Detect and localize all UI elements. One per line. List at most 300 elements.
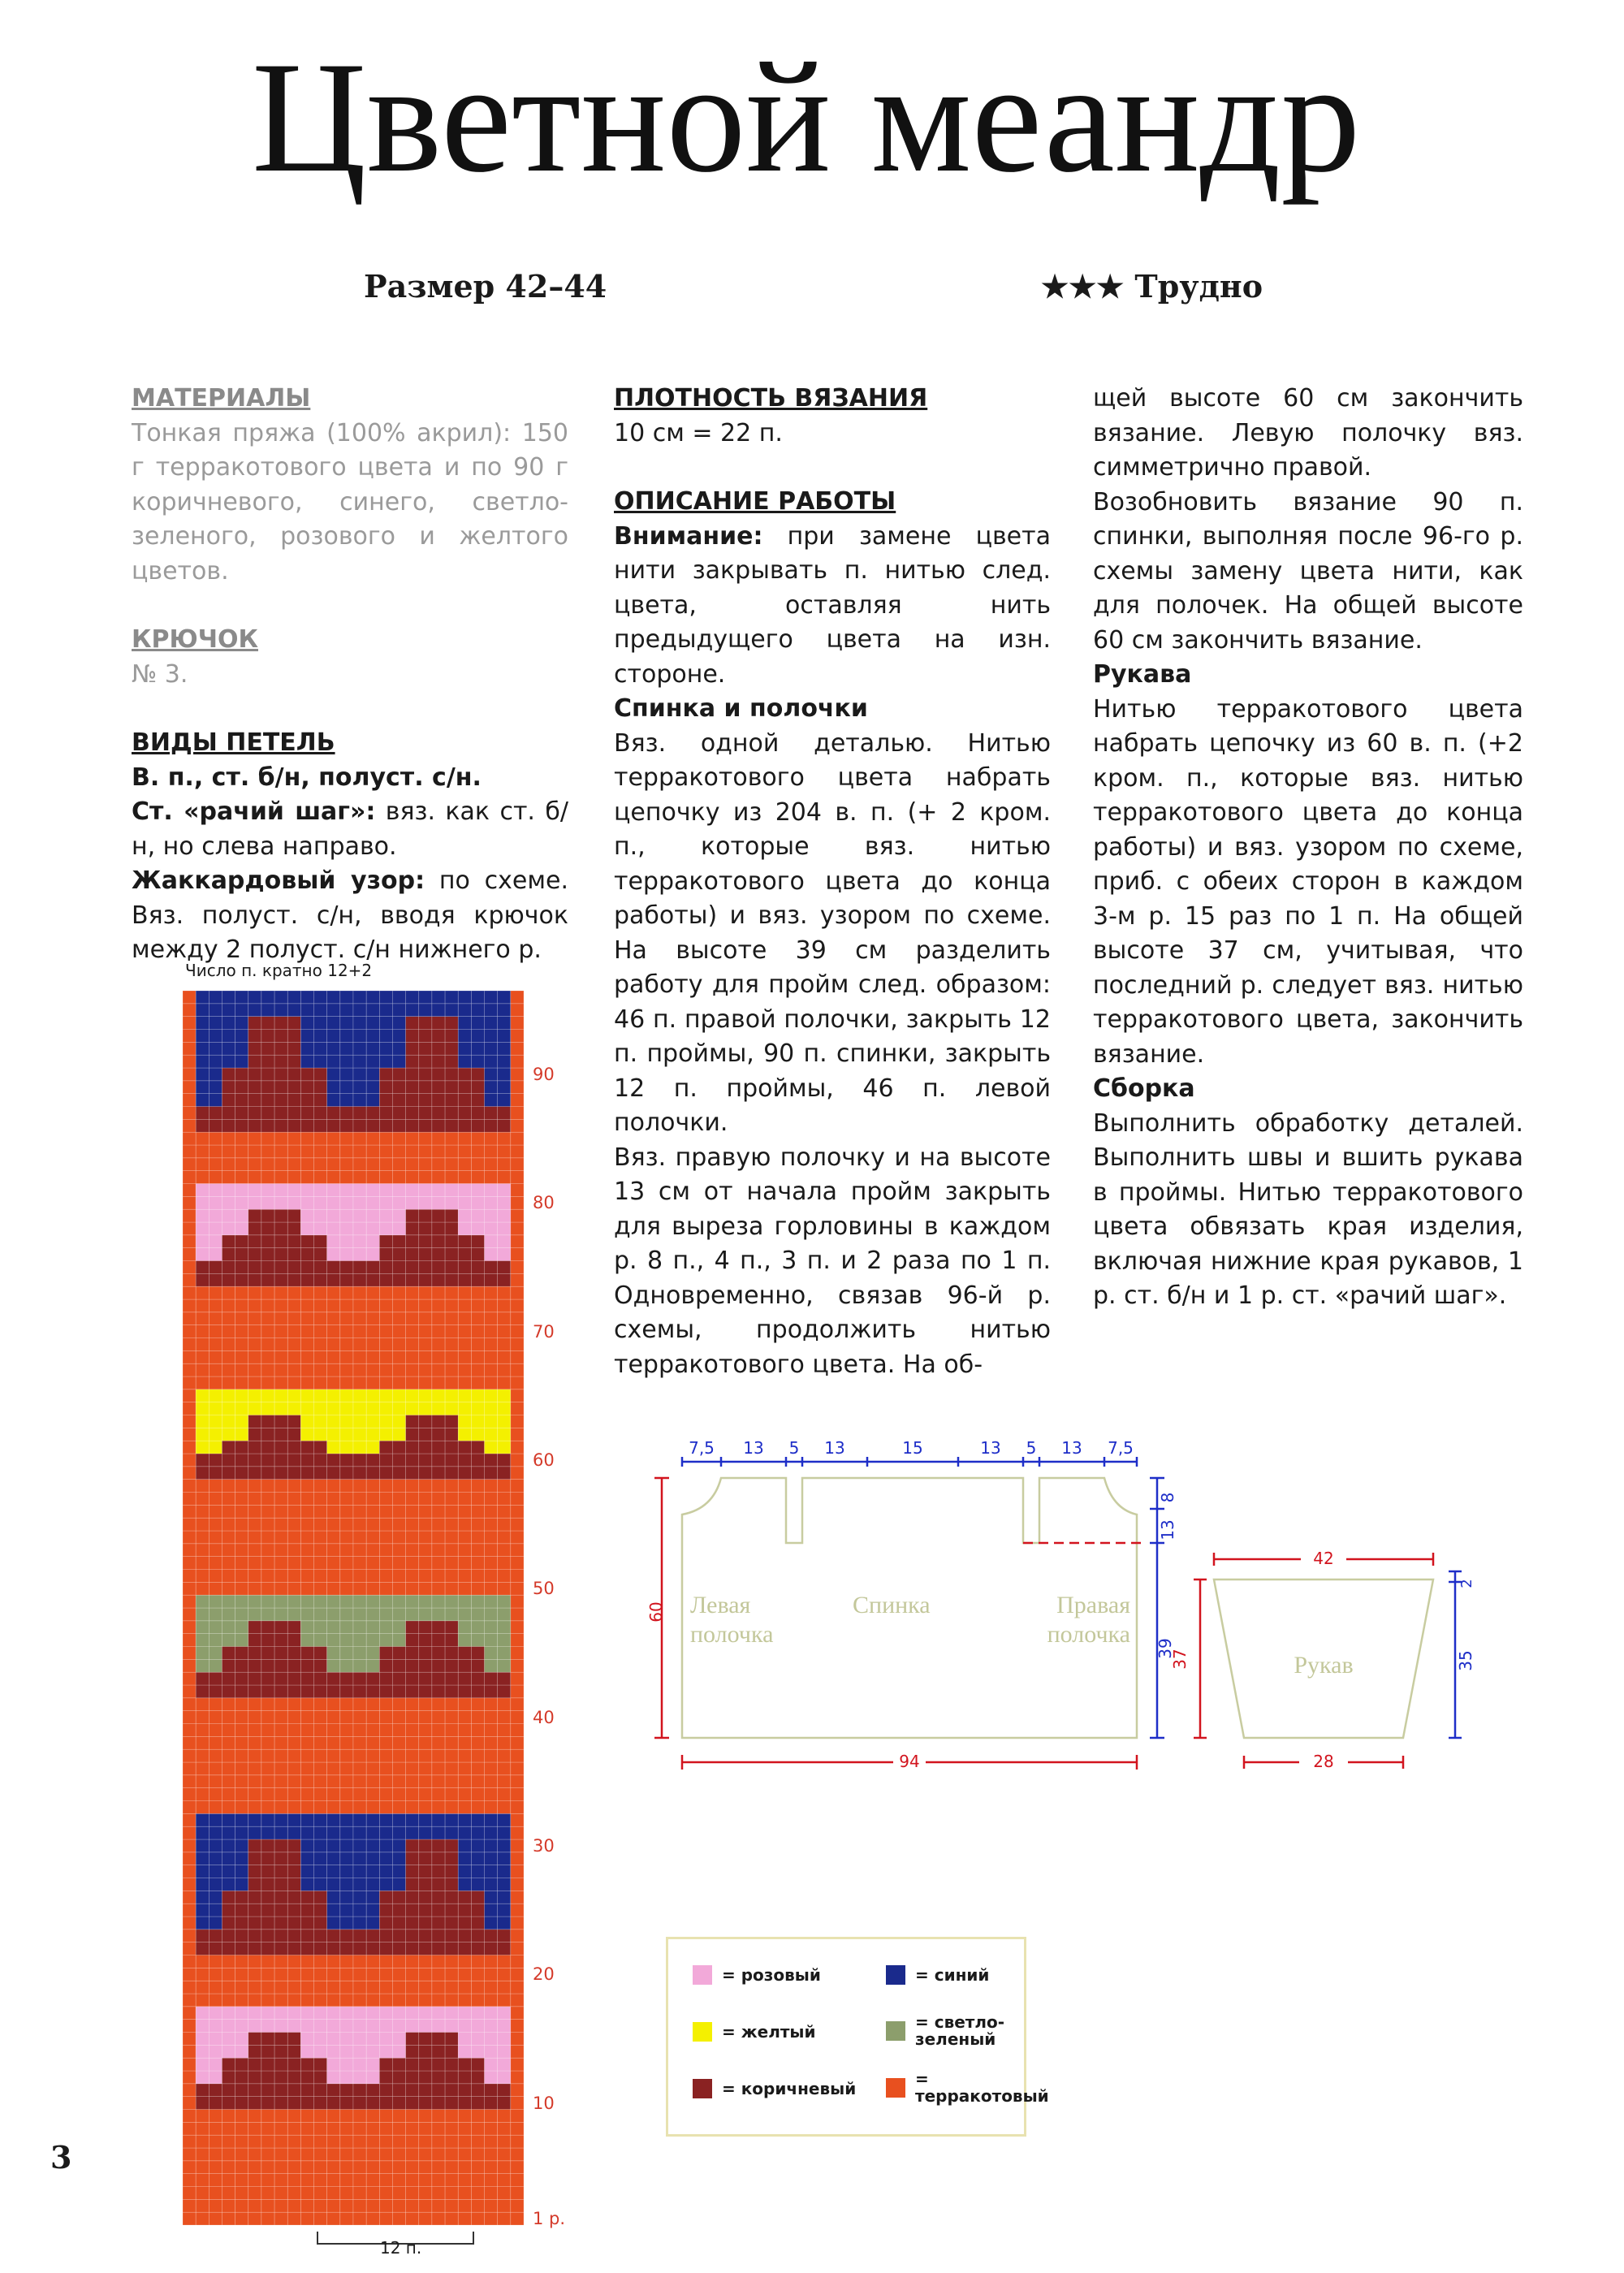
chart-cell	[419, 2148, 432, 2161]
chart-cell	[327, 991, 340, 1004]
chart-cell	[235, 1467, 248, 1480]
chart-cell	[366, 1415, 379, 1428]
chart-cell	[261, 2161, 274, 2174]
chart-cell	[379, 1055, 392, 1068]
chart-cell	[248, 2020, 261, 2033]
chart-cell	[353, 1916, 366, 1929]
chart-cell	[471, 1647, 484, 1660]
chart-cell	[498, 1775, 511, 1788]
chart-cell	[209, 2148, 222, 2161]
chart-cell	[392, 1467, 405, 1480]
chart-cell	[327, 1544, 340, 1557]
chart-cell	[261, 1017, 274, 1030]
chart-cell	[419, 2033, 432, 2046]
chart-cell	[458, 1775, 471, 1788]
chart-cell	[209, 1801, 222, 1814]
chart-cell	[511, 1467, 524, 1480]
chart-cell	[327, 1209, 340, 1222]
chart-cell	[300, 1595, 313, 1608]
chart-cell	[235, 1518, 248, 1531]
chart-cell	[314, 1994, 327, 2007]
chart-cell	[183, 1273, 196, 1286]
chart-cell	[314, 1736, 327, 1749]
chart-cell	[196, 2122, 209, 2135]
chart-cell	[458, 1749, 471, 1762]
chart-cell	[498, 1145, 511, 1158]
chart-cell	[353, 1647, 366, 1660]
chart-cell	[300, 1891, 313, 1904]
chart-cell	[432, 1402, 445, 1415]
chart-cell	[419, 1904, 432, 1916]
chart-cell	[432, 2212, 445, 2225]
chart-cell	[183, 1222, 196, 1235]
chart-cell	[379, 1724, 392, 1737]
chart-cell	[471, 1672, 484, 1685]
chart-cell	[419, 1672, 432, 1685]
chart-cell	[274, 2045, 287, 2058]
chart-cell	[379, 2148, 392, 2161]
chart-cell	[261, 1480, 274, 1493]
chart-cell	[406, 1942, 419, 1955]
chart-cell	[235, 1132, 248, 1145]
chart-cell	[235, 1929, 248, 1942]
chart-cell	[498, 1762, 511, 1775]
chart-cell	[248, 1209, 261, 1222]
chart-cell	[261, 1775, 274, 1788]
chart-cell	[222, 2161, 235, 2174]
chart-cell	[300, 1055, 313, 1068]
chart-cell	[392, 1376, 405, 1389]
chart-cell	[353, 1531, 366, 1544]
chart-cell	[261, 2135, 274, 2148]
chart-cell	[287, 1813, 300, 1826]
chart-cell	[209, 2033, 222, 2046]
chart-cell	[353, 1878, 366, 1891]
chart-cell	[209, 1647, 222, 1660]
chart-cell	[261, 1852, 274, 1865]
chart-cell	[222, 1775, 235, 1788]
chart-cell	[340, 1518, 353, 1531]
chart-cell	[300, 2148, 313, 2161]
chart-cell	[300, 1711, 313, 1724]
chart-cell	[314, 1724, 327, 1737]
chart-cell	[458, 1788, 471, 1801]
chart-cell	[485, 1158, 498, 1171]
chart-cell	[274, 1068, 287, 1081]
chart-cell	[498, 1119, 511, 1132]
chart-cell	[274, 1004, 287, 1017]
chart-cell	[458, 1852, 471, 1865]
chart-cell	[209, 1762, 222, 1775]
chart-cell	[406, 1878, 419, 1891]
chart-cell	[458, 1145, 471, 1158]
chart-cell	[183, 2187, 196, 2200]
chart-cell	[274, 2110, 287, 2123]
chart-cell	[366, 1184, 379, 1197]
chart-cell	[327, 1711, 340, 1724]
chart-cell	[366, 1389, 379, 1402]
chart-cell	[406, 1711, 419, 1724]
chart-cell	[458, 1582, 471, 1595]
chart-cell	[432, 1235, 445, 1248]
chart-cell	[314, 1942, 327, 1955]
chart-cell	[406, 1132, 419, 1145]
jacquard-label: Жаккардовый узор:	[132, 866, 425, 895]
chart-cell	[366, 2020, 379, 2033]
chart-cell	[471, 1017, 484, 1030]
chart-cell	[235, 1878, 248, 1891]
chart-cell	[471, 1402, 484, 1415]
chart-cell	[327, 1493, 340, 1506]
chart-cell	[274, 1107, 287, 1120]
chart-cell	[314, 1878, 327, 1891]
chart-cell	[287, 1736, 300, 1749]
chart-cell	[327, 1171, 340, 1184]
chart-cell	[419, 1647, 432, 1660]
chart-cell	[392, 2045, 405, 2058]
chart-cell	[314, 1158, 327, 1171]
chart-cell	[274, 1647, 287, 1660]
chart-cell	[274, 1299, 287, 1312]
chart-cell	[471, 1595, 484, 1608]
chart-cell	[392, 1904, 405, 1916]
materials-text: Тонкая пряжа (100% акрил): 150 г терракотового цвета и по 90 г коричневого, синего, светло-зеленого, розового и желтого цветов.	[132, 418, 568, 586]
chart-cell	[498, 1968, 511, 1981]
chart-cell	[406, 1775, 419, 1788]
chart-cell	[261, 2045, 274, 2058]
chart-cell	[432, 1955, 445, 1968]
chart-cell	[287, 1248, 300, 1261]
chart-cell	[196, 1158, 209, 1171]
chart-cell	[511, 1531, 524, 1544]
chart-cell	[366, 1132, 379, 1145]
chart-cell	[458, 1415, 471, 1428]
chart-cell	[392, 1235, 405, 1248]
chart-cell	[379, 1736, 392, 1749]
chart-cell	[222, 1518, 235, 1531]
chart-cell	[406, 1209, 419, 1222]
chart-cell	[274, 1557, 287, 1570]
chart-cell	[353, 1350, 366, 1363]
chart-cell	[287, 1724, 300, 1737]
chart-cell	[287, 2045, 300, 2058]
chart-cell	[353, 1968, 366, 1981]
chart-cell	[432, 2122, 445, 2135]
chart-cell	[485, 1544, 498, 1557]
chart-cell	[327, 1119, 340, 1132]
chart-cell	[314, 2122, 327, 2135]
chart-cell	[327, 1480, 340, 1493]
chart-cell	[287, 1942, 300, 1955]
chart-cell	[511, 2187, 524, 2200]
chart-cell	[314, 2071, 327, 2084]
chart-cell	[379, 1826, 392, 1839]
legend-item-terracotta	[886, 2069, 1049, 2106]
chart-cell	[471, 1865, 484, 1878]
chart-cell	[432, 1505, 445, 1518]
chart-cell	[300, 1505, 313, 1518]
chart-cell	[287, 1711, 300, 1724]
chart-cell	[327, 1647, 340, 1660]
chart-cell	[419, 1107, 432, 1120]
chart-cell	[445, 1338, 458, 1351]
chart-cell	[445, 1801, 458, 1814]
chart-cell	[366, 991, 379, 1004]
chart-cell	[340, 1248, 353, 1261]
chart-cell	[406, 1261, 419, 1274]
chart-cell	[392, 1968, 405, 1981]
chart-cell	[379, 2058, 392, 2071]
chart-cell	[327, 1184, 340, 1197]
chart-cell	[353, 1480, 366, 1493]
chart-cell	[222, 1929, 235, 1942]
chart-cell	[235, 1068, 248, 1081]
chart-cell	[327, 1402, 340, 1415]
chart-cell	[222, 2084, 235, 2097]
chart-cell	[327, 1621, 340, 1634]
chart-cell	[485, 1659, 498, 1672]
chart-cell	[300, 1775, 313, 1788]
chart-cell	[183, 1158, 196, 1171]
chart-cell	[274, 1376, 287, 1389]
chart-cell	[498, 1570, 511, 1583]
chart-cell	[314, 1261, 327, 1274]
chart-cell	[511, 1107, 524, 1120]
chart-cell	[327, 1299, 340, 1312]
chart-cell	[498, 2135, 511, 2148]
chart-cell	[183, 1338, 196, 1351]
chart-cell	[274, 1350, 287, 1363]
legend-label: = розовый	[722, 1964, 821, 1985]
chart-cell	[183, 1415, 196, 1428]
chart-cell	[458, 1544, 471, 1557]
chart-cell	[287, 1698, 300, 1711]
chart-cell	[445, 1299, 458, 1312]
chart-cell	[196, 1505, 209, 1518]
chart-cell	[379, 1595, 392, 1608]
chart-cell	[196, 2084, 209, 2097]
chart-cell	[196, 1557, 209, 1570]
sleeves-text: Нитью терракотового цвета набрать цепочку из 60 в. п. (+2 кром. п., которые вяз. нитью терракотового цвета до конца работы) и вяз. узором по схеме, приб. с обеих сторон в каждом 3-м р. 15 раз по 1 п. На общей высоте 37 см, учитывая, что последний р. следует вяз. нитью терракотового цвета, закончить вязание.	[1093, 694, 1523, 1069]
chart-cell	[498, 1813, 511, 1826]
chart-cell	[222, 1505, 235, 1518]
chart-cell	[392, 2071, 405, 2084]
chart-cell	[196, 2033, 209, 2046]
chart-cell	[235, 2007, 248, 2020]
chart-cell	[498, 1493, 511, 1506]
chart-cell	[498, 1094, 511, 1107]
chart-cell	[392, 1415, 405, 1428]
chart-cell	[406, 1030, 419, 1043]
chart-cell	[300, 1801, 313, 1814]
chart-cell	[419, 1518, 432, 1531]
chart-cell	[196, 2020, 209, 2033]
chart-cell	[222, 2135, 235, 2148]
chart-cell	[485, 1222, 498, 1235]
chart-cell	[248, 1350, 261, 1363]
chart-cell	[314, 2212, 327, 2225]
chart-cell	[340, 1415, 353, 1428]
chart-cell	[287, 1608, 300, 1621]
chart-cell	[366, 1158, 379, 1171]
chart-cell	[314, 1968, 327, 1981]
chart-cell	[498, 1557, 511, 1570]
chart-cell	[419, 2135, 432, 2148]
chart-cell	[511, 2033, 524, 2046]
chart-cell	[419, 1865, 432, 1878]
chart-cell	[471, 1132, 484, 1145]
chart-cell	[379, 1852, 392, 1865]
chart-cell	[261, 1363, 274, 1376]
chart-cell	[274, 1094, 287, 1107]
chart-cell	[327, 2058, 340, 2071]
chart-cell	[471, 1531, 484, 1544]
chart-cell	[432, 1904, 445, 1916]
chart-cell	[261, 1081, 274, 1094]
chart-cell	[209, 1711, 222, 1724]
chart-cell	[366, 1981, 379, 1994]
chart-cell	[261, 1286, 274, 1299]
chart-cell	[222, 1030, 235, 1043]
chart-cell	[314, 1068, 327, 1081]
chart-cell	[248, 1132, 261, 1145]
chart-cell	[392, 2020, 405, 2033]
chart-cell	[183, 1389, 196, 1402]
chart-cell	[432, 1081, 445, 1094]
chart-cell	[366, 1582, 379, 1595]
chart-cell	[432, 2187, 445, 2200]
chart-cell	[419, 1493, 432, 1506]
chart-cell	[222, 1042, 235, 1055]
chart-cell	[366, 1081, 379, 1094]
chart-cell	[379, 1929, 392, 1942]
chart-cell	[471, 1376, 484, 1389]
chart-cell	[261, 1929, 274, 1942]
chart-cell	[183, 1878, 196, 1891]
chart-cell	[406, 1518, 419, 1531]
chart-cell	[471, 2174, 484, 2187]
chart-cell	[261, 1749, 274, 1762]
chart-cell	[261, 1839, 274, 1852]
chart-cell	[458, 2033, 471, 2046]
chart-cell	[235, 1788, 248, 1801]
chart-cell	[419, 2174, 432, 2187]
sleeve-piece-label: Рукав	[1294, 1652, 1354, 1679]
chart-cell	[353, 2212, 366, 2225]
chart-cell	[366, 2199, 379, 2212]
chart-cell	[366, 1273, 379, 1286]
chart-cell	[485, 2110, 498, 2123]
chart-cell	[222, 1055, 235, 1068]
chart-cell	[379, 1762, 392, 1775]
chart-cell	[340, 1698, 353, 1711]
chart-cell	[261, 1801, 274, 1814]
chart-cell	[261, 1209, 274, 1222]
chart-cell	[432, 1826, 445, 1839]
chart-cell	[471, 1711, 484, 1724]
chart-cell	[287, 1891, 300, 1904]
chart-cell	[222, 1904, 235, 1916]
chart-cell	[432, 2135, 445, 2148]
chart-cell	[261, 1196, 274, 1209]
chart-cell	[327, 1467, 340, 1480]
chart-cell	[261, 1119, 274, 1132]
chart-cell	[353, 2148, 366, 2161]
difficulty-label: ★★★ Трудно	[1041, 268, 1263, 305]
chart-cell	[392, 2122, 405, 2135]
chart-cell	[498, 1904, 511, 1916]
chart-cell	[353, 1749, 366, 1762]
chart-cell	[261, 2110, 274, 2123]
chart-cell	[353, 1711, 366, 1724]
chart-cell	[209, 2161, 222, 2174]
chart-cell	[379, 2110, 392, 2123]
chart-cell	[379, 1107, 392, 1120]
chart-cell	[366, 1505, 379, 1518]
chart-cell	[274, 1312, 287, 1325]
chart-cell	[340, 1107, 353, 1120]
chart-cell	[511, 1030, 524, 1043]
chart-cell	[300, 2045, 313, 2058]
chart-cell	[511, 1865, 524, 1878]
chart-cell	[471, 1557, 484, 1570]
chart-cell	[287, 1981, 300, 1994]
chart-cell	[366, 1904, 379, 1916]
chart-cell	[340, 1557, 353, 1570]
chart-cell	[209, 1929, 222, 1942]
chart-cell	[287, 1788, 300, 1801]
chart-cell	[485, 1724, 498, 1737]
chart-cell	[314, 1171, 327, 1184]
chart-cell	[471, 1441, 484, 1454]
chart-cell	[406, 2020, 419, 2033]
chart-cell	[209, 2199, 222, 2212]
chart-cell	[196, 1865, 209, 1878]
chart-cell	[314, 2161, 327, 2174]
chart-cell	[196, 1132, 209, 1145]
chart-cell	[471, 1209, 484, 1222]
chart-cell	[183, 1813, 196, 1826]
chart-cell	[471, 1929, 484, 1942]
chart-cell	[445, 1081, 458, 1094]
chart-cell	[406, 1493, 419, 1506]
chart-cell	[379, 1428, 392, 1441]
chart-cell	[458, 1376, 471, 1389]
chart-cell	[485, 1942, 498, 1955]
chart-cell	[445, 1839, 458, 1852]
chart-cell	[209, 1852, 222, 1865]
chart-cell	[498, 1017, 511, 1030]
chart-cell	[379, 1775, 392, 1788]
chart-cell	[498, 1955, 511, 1968]
chart-cell	[261, 1647, 274, 1660]
chart-cell	[248, 1685, 261, 1698]
chart-cell	[261, 1338, 274, 1351]
chart-cell	[340, 1801, 353, 1814]
chart-cell	[314, 1608, 327, 1621]
chart-cell	[353, 1428, 366, 1441]
chart-cell	[485, 2161, 498, 2174]
chart-cell	[406, 1299, 419, 1312]
chart-cell	[248, 2007, 261, 2020]
chart-cell	[222, 1724, 235, 1737]
chart-cell	[445, 2084, 458, 2097]
chart-cell	[314, 1570, 327, 1583]
chart-cell	[406, 1531, 419, 1544]
chart-cell	[261, 2199, 274, 2212]
chart-cell	[485, 1994, 498, 2007]
chart-cell	[248, 1634, 261, 1647]
